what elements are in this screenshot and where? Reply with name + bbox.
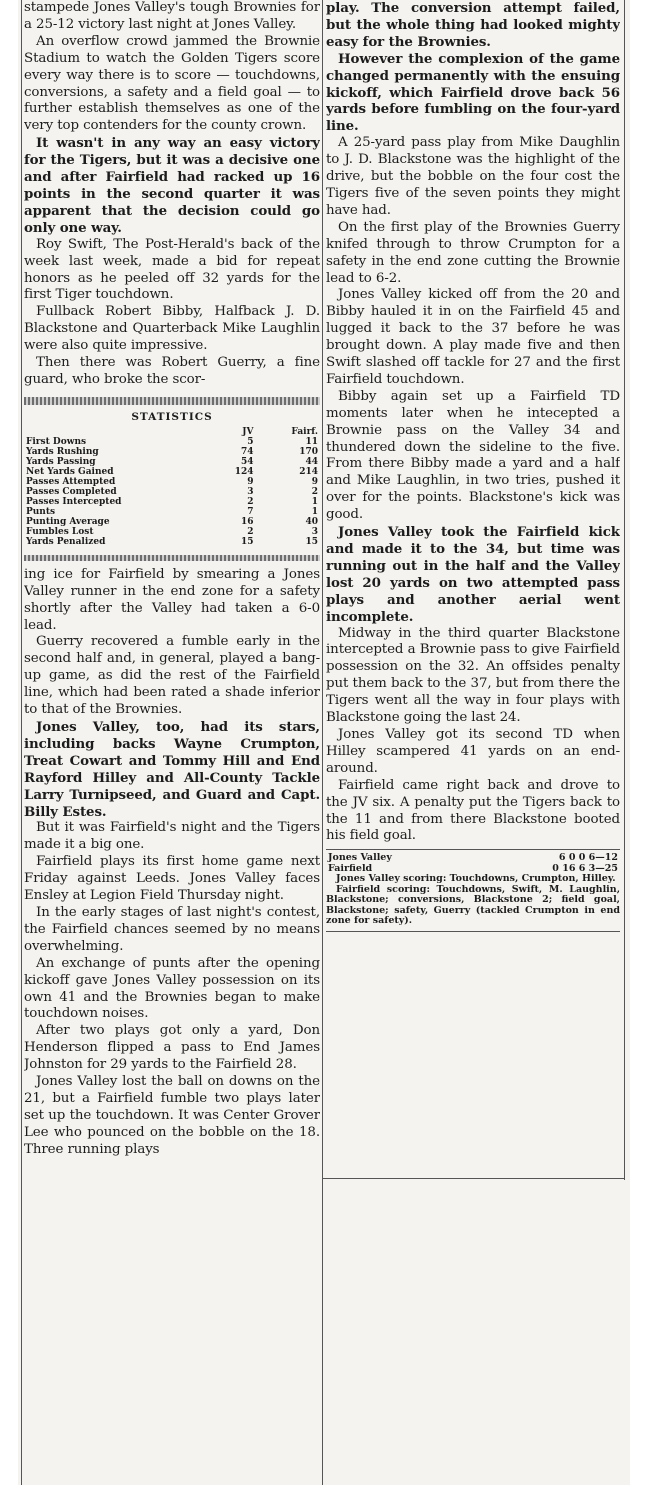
article-paragraph: Jones Valley took the Fairfield kick and made it to the 34, but time was running out in the half and the Valley lost 20 yards on two attempted pass plays and another aerial went incomplete. (326, 524, 620, 625)
scoreboard-bottom-rule (322, 1178, 625, 1179)
article-paragraph: Midway in the third quarter Blackstone intercepted a Brownie pass to give Fairfield possession on the 32. An offsides penalty put them back to the 37, but from there the Tigers went all the way in four plays with Blackstone going the last 24. (326, 625, 620, 726)
article-column-2 (326, 0, 620, 1175)
article-paragraph: Guerry recovered a fumble early in the second half and, in general, played a bang-up game, as did the rest of the Fairfield line, which had been rated a shade inferior to that of the Brownies. (24, 634, 320, 718)
stats-value-fairfield: 1 (311, 506, 318, 517)
stats-value-jv: 7 (247, 506, 254, 517)
column-rule-middle (322, 0, 323, 1485)
article-paragraph: But it was Fairfield's night and the Tigers made it a big one. (24, 820, 320, 853)
stats-value-fairfield: 1 (311, 496, 318, 507)
stats-label: Passes Intercepted (26, 496, 122, 507)
article-paragraph: ing ice for Fairfield by smearing a Jones Valley runner in the end zone for a safety shortly after the Valley had taken a 6-0 lead. (24, 566, 320, 633)
stats-row (24, 437, 320, 447)
stats-row (24, 537, 320, 547)
article-paragraph: After two plays got only a yard, Don Henderson flipped a pass to End James Johnston for 29 yards to the Fairfield 28. (24, 1023, 320, 1073)
stats-value-jv: 3 (247, 486, 254, 497)
stats-value-jv: 2 (247, 526, 254, 537)
article-paragraph: Jones Valley, too, had its stars, including backs Wayne Crumpton, Treat Cowart and Tommy Hill and End Rayford Hilley and All-County Tackle Larry Turnipseed, and Guard and Capt. Billy Estes. (24, 719, 320, 820)
stats-row (24, 487, 320, 497)
stats-value-fairfield: 170 (299, 446, 318, 457)
stats-row (24, 517, 320, 527)
halftone-rule (24, 397, 320, 405)
article-paragraph: An exchange of punts after the opening kickoff gave Jones Valley possession on its own 41 and the Brownies began to make touchdown noises. (24, 955, 320, 1022)
column-rule-right (624, 0, 625, 1180)
stats-header-fairfield: Fairf. (291, 426, 318, 437)
article-paragraph: Jones Valley got its second TD when Hilley scampered 41 yards on an end-around. (326, 726, 620, 776)
article-paragraph: Fullback Robert Bibby, Halfback J. D. Blackstone and Quarterback Mike Laughlin were also quite impressive. (24, 304, 320, 354)
stats-value-fairfield: 3 (311, 526, 318, 537)
stats-row (24, 447, 320, 457)
stats-value-jv: 9 (247, 476, 254, 487)
stats-label: Yards Penalized (26, 536, 106, 547)
stats-label: First Downs (26, 436, 87, 447)
stats-value-fairfield: 9 (311, 476, 318, 487)
article-body-continued (326, 0, 620, 845)
score-line: 0 16 6 3—25 (552, 862, 618, 874)
score-by-quarters (326, 853, 620, 874)
stats-value-fairfield: 44 (305, 456, 318, 467)
stats-row (24, 527, 320, 537)
stats-label: Punting Average (26, 516, 110, 527)
stats-value-jv: 54 (241, 456, 254, 467)
stats-value-fairfield: 11 (305, 436, 318, 447)
score-line: 6 0 0 6—12 (558, 852, 618, 864)
stats-label: Passes Completed (26, 486, 117, 497)
stats-row (24, 497, 320, 507)
scoring-note: Fairfield scoring: Touchdowns, Swift, M. Laughlin, Blackstone; conversions, Blackstone 2; field goal, Blackstone; safety, Guerry (tackled Crumpton in end zone for safety). (326, 883, 620, 927)
article-column-1 (24, 0, 320, 1485)
stats-row (24, 457, 320, 467)
article-paragraph: Fairfield plays its first home game next Friday against Leeds. Jones Valley faces Ensley at Legion Field Thursday night. (24, 854, 320, 904)
article-paragraph: On the first play of the Brownies Guerry knifed through to throw Crumpton for a safety in the end zone cutting the Brownie lead to 6-2. (326, 219, 620, 286)
stats-label: Yards Passing (26, 456, 96, 467)
article-body-bottom (24, 567, 320, 1159)
statistics-box (24, 411, 320, 547)
article-paragraph: Then there was Robert Guerry, a fine guard, who broke the scor- (24, 355, 320, 387)
stats-value-fairfield: 2 (311, 486, 318, 497)
article-paragraph: Fairfield came right back and drove to the JV six. A penalty put the Tigers back to the 11 and from there Blackstone booted his field goal. (326, 777, 620, 844)
scoreboard (326, 849, 620, 932)
stats-row (24, 467, 320, 477)
article-paragraph: Jones Valley lost the ball on downs on the 21, but a Fairfield fumble two plays later set up the touchdown. It was Center Grover Lee who pounced on the bobble on the 18. Three running plays (24, 1074, 320, 1157)
score-team: Fairfield (328, 862, 373, 874)
stats-value-jv: 74 (241, 446, 254, 457)
article-paragraph: In the early stages of last night's contest, the Fairfield chances seemed by no means overwhelming. (24, 904, 320, 954)
stats-label: Punts (26, 506, 56, 517)
article-paragraph: An overflow crowd jammed the Brownie Stadium to watch the Golden Tigers score every way there is to score — touchdowns, conversions, a safety and a field goal — to further establish themselves as one of the very top contenders for the county crown. (24, 33, 320, 134)
score-team: Jones Valley (328, 852, 392, 864)
article-paragraph: However the complexion of the game changed permanently with the ensuing kickoff, which Fairfield drove back 56 yards before fumbling on the four-yard line. (326, 50, 620, 135)
stats-value-jv: 2 (247, 496, 254, 507)
stats-label: Fumbles Lost (26, 526, 94, 537)
stats-value-jv: 15 (241, 536, 254, 547)
article-paragraph: play. The conversion attempt failed, but the whole thing had looked mighty easy for the Brownies. (326, 0, 620, 50)
stats-value-fairfield: 214 (299, 466, 318, 477)
scoring-note: Jones Valley scoring: Touchdowns, Crumpton, Hilley. (336, 873, 616, 885)
stats-label: Yards Rushing (26, 446, 99, 457)
stats-value-jv: 124 (234, 466, 254, 477)
stats-value-fairfield: 15 (305, 536, 318, 547)
statistics-table (24, 427, 320, 547)
article-body-top (24, 0, 320, 389)
column-rule-left (21, 0, 22, 1485)
stats-row (24, 507, 320, 517)
article-paragraph: It wasn't in any way an easy victory for the Tigers, but it was a decisive one and after Fairfield had racked up 16 points in the second quarter it was apparent that the decision could go only one way. (24, 135, 320, 236)
article-paragraph: Roy Swift, The Post-Herald's back of the week last week, made a bid for repeat honors as he peeled off 32 yards for the first Tiger touchdown. (24, 236, 320, 303)
article-paragraph: Bibby again set up a Fairfield TD moments later when he intecepted a Brownie pass on the Valley 34 and thundered down the sideline to the five. From there Bibby made a yard and a half and Mike Laughlin, in two tries, pushed it over for the points. Blackstone's kick was good. (326, 388, 620, 523)
stats-value-fairfield: 40 (305, 516, 318, 527)
stats-value-jv: 5 (247, 436, 254, 447)
article-paragraph: A 25-yard pass play from Mike Daughlin to J. D. Blackstone was the highlight of the drive, but the bobble on the four cost the Tigers five of the seven points they might have had. (326, 135, 620, 218)
statistics-title: STATISTICS (131, 410, 213, 423)
article-paragraph: stampede Jones Valley's tough Brownies for a 25-12 victory last night at Jones Valley. (24, 0, 320, 32)
stats-header-jv: JV (242, 426, 254, 437)
stats-label: Passes Attempted (26, 476, 116, 487)
scoring-summary (326, 874, 620, 927)
stats-label: Net Yards Gained (26, 466, 114, 477)
stats-row (24, 477, 320, 487)
stats-value-jv: 16 (241, 516, 254, 527)
article-paragraph: Jones Valley kicked off from the 20 and Bibby hauled it in on the Fairfield 45 and lugged it back to the 37 before he was brought down. A play made five and then Swift slashed off tackle for 27 and the first Fairfield touchdown. (326, 287, 620, 387)
halftone-rule (24, 555, 320, 561)
